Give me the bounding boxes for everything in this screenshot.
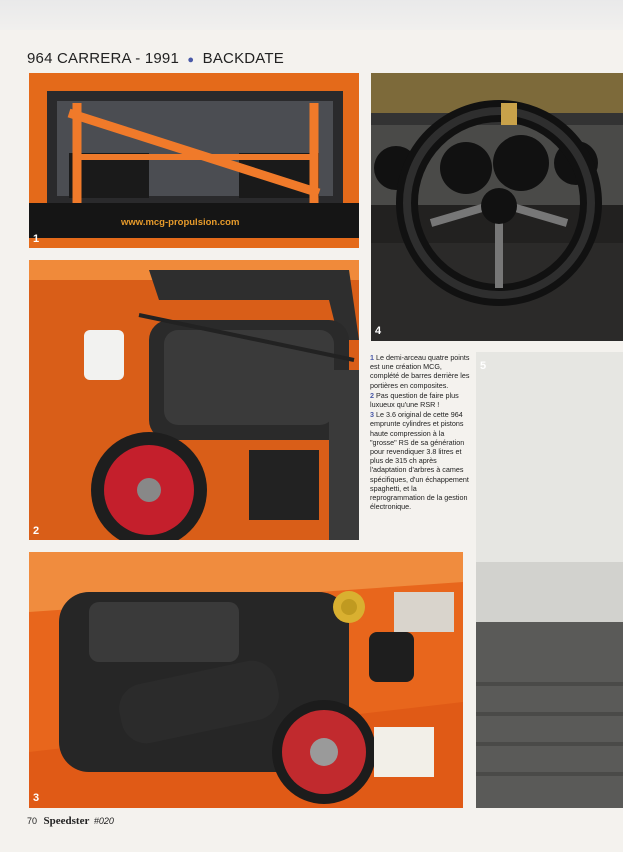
- header-section: BACKDATE: [202, 50, 284, 67]
- page-footer: [27, 815, 114, 827]
- caption-number: 2: [370, 390, 374, 400]
- issue-number: #020: [93, 816, 114, 826]
- photo-1-overlay-text: www.mcg-propulsion.com: [121, 217, 240, 228]
- photo-number: 1: [33, 233, 40, 245]
- scan-margin: [0, 0, 623, 30]
- photo-engine-illustration: [29, 552, 463, 808]
- caption-3: [370, 410, 470, 511]
- caption-2: [370, 391, 470, 409]
- page-header: [27, 50, 284, 67]
- magazine-name: Speedster: [43, 815, 90, 827]
- photo-number: 4: [375, 325, 382, 337]
- photo-dashboard: [371, 73, 623, 341]
- photo-front-trunk-illustration: [29, 260, 359, 540]
- photo-front-trunk: [29, 260, 359, 540]
- caption-text: Pas question de faire plus luxueux qu'une RSR !: [370, 390, 459, 410]
- photo-number: 5: [480, 360, 487, 372]
- header-model: 964 CARRERA - 1991: [27, 50, 180, 67]
- photo-dashboard-illustration: [371, 73, 623, 341]
- caption-number: 3: [370, 410, 374, 420]
- caption-number: 1: [370, 353, 374, 362]
- caption-text: Le demi-arceau quatre points est une création MCG, complété de barres derrière les portières en composites.: [370, 353, 470, 390]
- photo-number: 2: [33, 525, 40, 537]
- caption-block: [370, 353, 470, 512]
- caption-text: Le 3.6 original de cette 964 emprunte cylindres et pistons haute compression à la "grosse" RS de sa génération pour revendiquer 3.8 litres et plus de 315 ch après l'adaptation d'arbres à cames spécifiques, d'un échappement spaghetti, et la reprogrammation de la gestion électronique.: [370, 410, 469, 512]
- caption-1: [370, 353, 470, 390]
- photo-roll-bar: [29, 73, 359, 248]
- photo-engine: [29, 552, 463, 808]
- page-number: 70: [27, 816, 38, 826]
- photo-car-side: [476, 352, 623, 808]
- photo-car-side-illustration: [476, 352, 623, 808]
- photo-number: 3: [33, 792, 40, 804]
- header-separator-icon: ●: [187, 54, 195, 66]
